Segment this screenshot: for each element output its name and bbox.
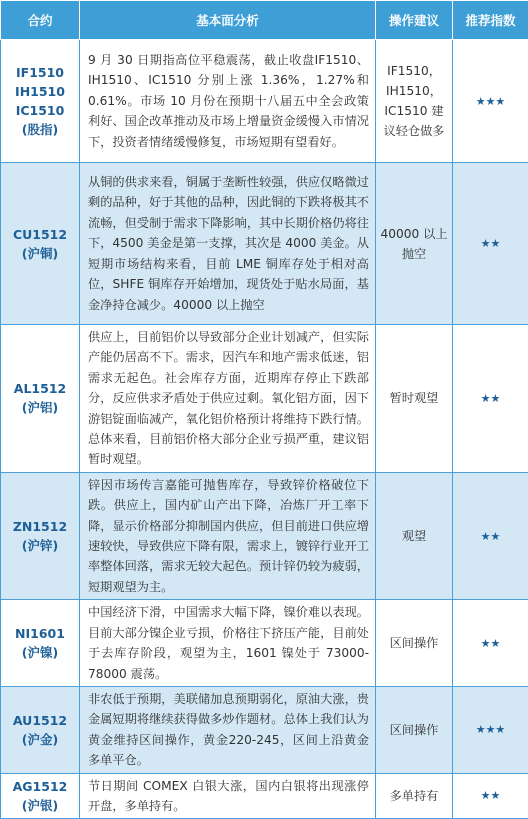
analysis-text: 节日期间 COMEX 白银大涨，国内白银将出现涨停开盘，多单持有。 [80, 773, 376, 819]
table-row [1, 40, 528, 163]
contract-code: CU1512 [1, 225, 79, 244]
table-row [1, 773, 528, 819]
contract-code: NI1601 [1, 624, 79, 643]
contract-code: IC1510 [1, 101, 79, 120]
advice-text: 暂时观望 [376, 325, 453, 473]
contract-name: (沪铝) [1, 398, 79, 417]
contract-code: IH1510 [1, 82, 79, 101]
contract-cell [1, 600, 80, 687]
analysis-text: 9 月 30 日期指高位平稳震荡，截止收盘IF1510、IH1510、IC1510 分别上涨 1.36%，1.27%和 0.61%。市场 10 月份在预期十八届五中全会政策利好、国企改革推动及市场上增量资金缓慢入市情况下，投资者情绪缓慢修复，市场短期有望看好。 [80, 40, 376, 163]
header-contract: 合约 [1, 1, 80, 40]
table-header-row [1, 1, 528, 40]
advice-text: 区间操作 [376, 600, 453, 687]
rating-stars: ★★★ [453, 686, 528, 773]
table-row [1, 325, 528, 473]
contract-name: (股指) [1, 120, 79, 139]
table-row [1, 686, 528, 773]
analysis-text: 中国经济下滑，中国需求大幅下降，镍价难以表现。目前大部分镍企业亏损，价格往下挤压产能，目前处于去库存阶段，观望为主，1601 镍处于 73000-78000 震荡。 [80, 600, 376, 687]
rating-stars: ★★ [453, 163, 528, 325]
contract-name: (沪金) [1, 730, 79, 749]
contract-name: (沪银) [1, 796, 79, 815]
advice-text: IF1510，IH1510，IC1510 建议轻仓做多 [376, 40, 453, 163]
advice-text: 区间操作 [376, 686, 453, 773]
contract-code: AU1512 [1, 711, 79, 730]
analysis-text: 非农低于预期，美联储加息预期弱化，原油大涨，贵金属短期将继续获得做多炒作题材。总体上我们认为黄金维持区间操作，黄金220-245，区间上沿黄金多单平仓。 [80, 686, 376, 773]
header-analysis: 基本面分析 [80, 1, 376, 40]
advice-text: 多单持有 [376, 773, 453, 819]
table-row [1, 163, 528, 325]
rating-stars: ★★ [453, 600, 528, 687]
contract-cell [1, 773, 80, 819]
contract-name: (沪铜) [1, 244, 79, 263]
contract-cell [1, 40, 80, 163]
rating-stars: ★★ [453, 472, 528, 599]
rating-stars: ★★ [453, 773, 528, 819]
header-advice: 操作建议 [376, 1, 453, 40]
analysis-text: 供应上，目前铝价以导致部分企业计划减产，但实际产能仍居高不下。需求，因汽车和地产需求低迷，铝需求无起色。社会库存方面，近期库存停止下跌部分，反应供求矛盾处于供应过剩。氧化铝方面，因下游铝锭面临减产，氧化铝价格预计将维持下跌行情。总体来看，目前铝价格大部分企业亏损严重，建议铝暂时观望。 [80, 325, 376, 473]
contract-code: AG1512 [1, 777, 79, 796]
analysis-text: 从铜的供求来看，铜属于垄断性较强，供应仅略微过剩的品种，好于其他的品种，因此铜的下跌将极其不流畅，但受制于需求下降影响，其中长期价格仍将往下，4500 美金是第一支撑，其次是 4000 美金。从短期市场结构来看，目前 LME 铜库存处于相对高位，SHFE 铜库存开始增加，现货处于贴水局面，基金净持仓减少。40000 以上抛空 [80, 163, 376, 325]
contract-code: ZN1512 [1, 517, 79, 536]
table-row [1, 472, 528, 599]
contract-code: IF1510 [1, 63, 79, 82]
advice-text: 40000 以上抛空 [376, 163, 453, 325]
contract-name: (沪锌) [1, 536, 79, 555]
analysis-text: 锌因市场传言嘉能可抛售库存，导致锌价格破位下跌。供应上，国内矿山产出下降，冶炼厂开工率下降，显示价格部分抑制国内供应，但目前进口供应增速较快，导致供应下降有限，需求上，镀锌行业开工率整体回落，需求无较大起色。预计锌仍较为疲弱，短期观望为主。 [80, 472, 376, 599]
rating-stars: ★★ [453, 325, 528, 473]
rating-stars: ★★★ [453, 40, 528, 163]
contract-cell [1, 163, 80, 325]
contract-name: (沪镍) [1, 643, 79, 662]
contract-code: AL1512 [1, 379, 79, 398]
advice-text: 观望 [376, 472, 453, 599]
contract-cell [1, 472, 80, 599]
contract-cell [1, 686, 80, 773]
table-row [1, 600, 528, 687]
contract-cell [1, 325, 80, 473]
header-rating: 推荐指数 [453, 1, 528, 40]
